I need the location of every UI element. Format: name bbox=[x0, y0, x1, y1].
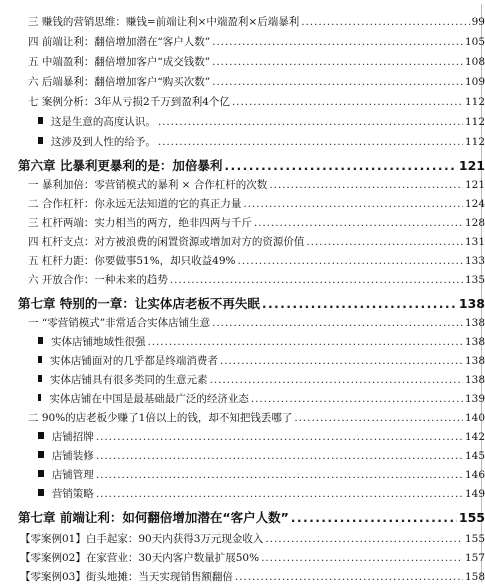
toc-entry-title: 【零案例02】在家营业：30天内客户数量扩展50% bbox=[20, 552, 260, 564]
toc-entry-page: 138 bbox=[464, 355, 485, 367]
chapter-title: 第七章 特别的一章：让实体店老板不再失眠 bbox=[18, 296, 260, 311]
toc-entry[interactable] bbox=[0, 94, 485, 110]
bullet-square-icon bbox=[38, 117, 43, 124]
bullet-square-icon bbox=[38, 451, 44, 458]
toc-subentry[interactable] bbox=[0, 429, 485, 445]
chapter-heading[interactable] bbox=[0, 158, 485, 174]
chapter-title: 第六章 比暴利更暴利的是：加倍暴利 bbox=[18, 158, 223, 173]
chapter-heading[interactable] bbox=[0, 510, 485, 526]
toc-entry-title: 五 杠杆力距：你要做事51%，却只收益49% bbox=[28, 255, 236, 267]
toc-entry-title: 四 杠杆支点：对方被浪费的闲置资源或增加对方的资源价值 bbox=[28, 236, 305, 248]
toc-entry-title: 实体店铺在中国是最基础最广泛的经济业态 bbox=[49, 393, 249, 405]
toc-entry-page: 157 bbox=[464, 552, 485, 564]
chapter-title: 第七章 前端让利：如何翻倍增加潜在“客户人数” bbox=[18, 510, 289, 525]
toc-entry-title: 三 赚钱的营销思维：赚钱=前端让利×中端盈利×后端暴利 bbox=[28, 16, 300, 28]
toc-entry-page: 131 bbox=[464, 236, 485, 248]
toc-entry[interactable] bbox=[0, 569, 485, 585]
chapter-heading[interactable] bbox=[0, 296, 485, 312]
toc-entry-title: 实体店铺面对的几乎都是终端消费者 bbox=[49, 355, 218, 367]
toc-entry-title: 店铺管理 bbox=[51, 469, 94, 481]
toc-entry-title: 三 杠杆两端：实力相当的两方，绝非四两与千斤 bbox=[28, 217, 252, 229]
toc-entry-page: 105 bbox=[464, 36, 485, 48]
toc-entry-title: 二 90%的店老板少赚了1倍以上的钱，却不知把钱丢哪了 bbox=[28, 412, 293, 424]
toc-subentry[interactable] bbox=[0, 448, 485, 464]
toc-entry-page: 139 bbox=[464, 393, 485, 405]
bullet-square-icon bbox=[38, 375, 42, 382]
toc-entry[interactable] bbox=[0, 177, 485, 193]
toc-entry-page: 112 bbox=[464, 116, 485, 128]
toc-entry[interactable] bbox=[0, 272, 485, 288]
toc-entry-title: 六 开放合作：一种未来的趋势 bbox=[28, 274, 168, 286]
toc-subentry[interactable] bbox=[0, 391, 485, 407]
chapter-page: 121 bbox=[458, 158, 485, 173]
toc-entry[interactable] bbox=[0, 215, 485, 231]
toc-entry-page: 135 bbox=[464, 274, 485, 286]
toc-entry-page: 109 bbox=[464, 76, 485, 88]
toc-entry-page: 140 bbox=[464, 412, 485, 424]
toc-entry-title: 一 “零营销模式”非常适合实体店铺生意 bbox=[28, 317, 211, 329]
bullet-square-icon bbox=[38, 137, 43, 144]
toc-entry-page: 138 bbox=[464, 317, 485, 329]
bullet-square-icon bbox=[38, 337, 43, 344]
toc-entry-page: 142 bbox=[464, 431, 485, 443]
toc-entry-page: 99 bbox=[471, 16, 485, 28]
bullet-square-icon bbox=[38, 432, 44, 439]
bullet-square-icon bbox=[38, 394, 41, 401]
toc-entry-title: 【零案例01】白手起家：90天内获得3万元现金收入 bbox=[20, 533, 264, 545]
toc-entry-page: 138 bbox=[464, 374, 485, 386]
toc-entry-title: 五 中端盈利：翻倍增加客户“成交钱数” bbox=[28, 56, 211, 68]
toc-entry-title: 四 前端让利：翻倍增加潜在“客户人数” bbox=[28, 36, 211, 48]
bullet-square-icon bbox=[38, 356, 42, 363]
toc-entry-page: 124 bbox=[464, 198, 485, 210]
toc-entry-title: 六 后端暴利：翻倍增加客户“购买次数” bbox=[28, 76, 211, 88]
toc-entry-page: 108 bbox=[464, 56, 485, 68]
toc-entry-page: 149 bbox=[464, 488, 485, 500]
toc-entry[interactable] bbox=[0, 531, 485, 547]
toc-entry-page: 146 bbox=[464, 469, 485, 481]
toc-entry[interactable] bbox=[0, 234, 485, 250]
toc-entry[interactable] bbox=[0, 315, 485, 331]
toc-entry-title: 【零案例03】街头地摊：当天实现销售额翻倍 bbox=[20, 571, 233, 583]
toc-entry[interactable] bbox=[0, 196, 485, 212]
toc-entry-page: 121 bbox=[464, 179, 485, 191]
toc-entry-page: 133 bbox=[464, 255, 485, 267]
toc-entry-page: 145 bbox=[464, 450, 485, 462]
toc-entry[interactable] bbox=[0, 550, 485, 566]
toc-subentry[interactable] bbox=[0, 372, 485, 388]
toc-entry-page: 138 bbox=[464, 336, 485, 348]
toc-entry[interactable] bbox=[0, 253, 485, 269]
toc-entry[interactable] bbox=[0, 34, 485, 50]
toc-entry-title: 这是生意的高度认识。 bbox=[50, 116, 156, 128]
toc-subentry[interactable] bbox=[0, 114, 485, 130]
toc-entry[interactable] bbox=[0, 14, 485, 30]
chapter-page: 138 bbox=[458, 296, 485, 311]
bullet-square-icon bbox=[38, 470, 44, 477]
toc-entry-title: 营销策略 bbox=[51, 488, 94, 500]
toc-subentry[interactable] bbox=[0, 334, 485, 350]
toc-subentry[interactable] bbox=[0, 134, 485, 150]
toc-entry-page: 155 bbox=[464, 533, 485, 545]
toc-entry-title: 这涉及到人性的给予。 bbox=[50, 136, 156, 148]
toc-entry[interactable] bbox=[0, 410, 485, 426]
toc-entry-title: 店铺装修 bbox=[51, 450, 94, 462]
toc-entry[interactable] bbox=[0, 54, 485, 70]
toc-entry-title: 实体店铺具有很多类同的生意元素 bbox=[50, 374, 208, 386]
toc-subentry[interactable] bbox=[0, 486, 485, 502]
toc-subentry[interactable] bbox=[0, 353, 485, 369]
toc-entry-page: 158 bbox=[464, 571, 485, 583]
toc-entry-page: 128 bbox=[464, 217, 485, 229]
toc-entry[interactable] bbox=[0, 74, 485, 90]
toc-entry-title: 二 合作杠杆：你永远无法知道的它的真正力量 bbox=[28, 198, 242, 210]
toc-entry-title: 七 案例分析：3年从亏损2千万到盈利4个亿 bbox=[28, 96, 230, 108]
bullet-square-icon bbox=[38, 489, 44, 496]
toc-entry-title: 实体店铺地域性很强 bbox=[50, 336, 146, 348]
toc-subentry[interactable] bbox=[0, 467, 485, 483]
toc-entry-page: 112 bbox=[464, 96, 485, 108]
toc-entry-page: 112 bbox=[464, 136, 485, 148]
toc-entry-title: 店铺招牌 bbox=[51, 431, 94, 443]
toc-entry-title: 一 暴利加倍：零营销模式的暴利 × 合作杠杆的次数 bbox=[28, 179, 268, 191]
chapter-page: 155 bbox=[458, 510, 485, 525]
